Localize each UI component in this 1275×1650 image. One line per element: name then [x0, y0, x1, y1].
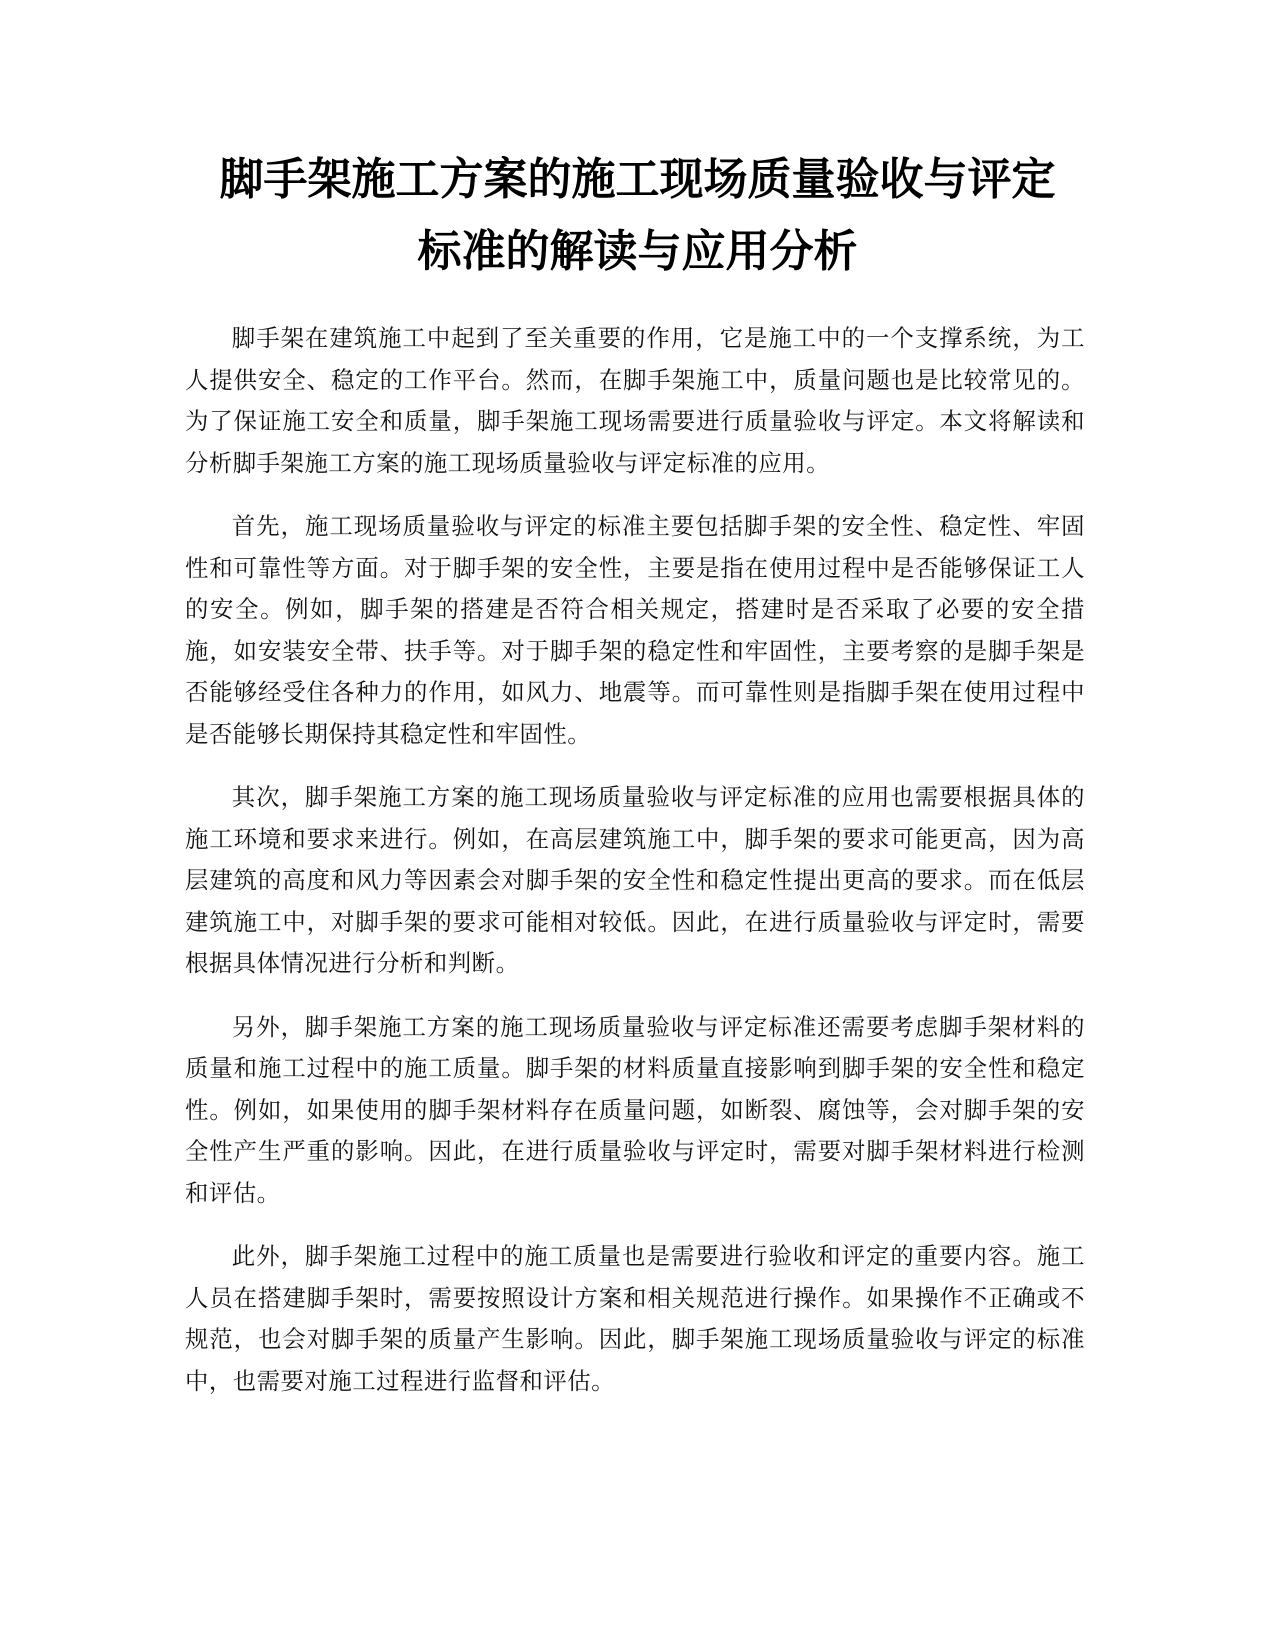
paragraph-3: 其次，脚手架施工方案的施工现场质量验收与评定标准的应用也需要根据具体的施工环境和要求来进行。例如，在高层建筑施工中，脚手架的要求可能更高，因为高层建筑的高度和风力等因素会对脚手架的安全性和稳定性提出更高的要求。而在低层建筑施工中，对脚手架的要求可能相对较低。因此，在进行质量验收与评定时，需要根据具体情况进行分析和判断。: [185, 783, 1085, 977]
paragraph-2: 首先，施工现场质量验收与评定的标准主要包括脚手架的安全性、稳定性、牢固性和可靠性等方面。对于脚手架的安全性，主要是指在使用过程中是否能够保证工人的安全。例如，脚手架的搭建是否符合相关规定，搭建时是否采取了必要的安全措施，如安装安全带、扶手等。对于脚手架的稳定性和牢固性，主要考察的是脚手架是否能够经受住各种力的作用，如风力、地震等。而可靠性则是指脚手架在使用过程中是否能够长期保持其稳定性和牢固性。: [185, 512, 1085, 748]
paragraph-5: 此外，脚手架施工过程中的施工质量也是需要进行验收和评定的重要内容。施工人员在搭建脚手架时，需要按照设计方案和相关规范进行操作。如果操作不正确或不规范，也会对脚手架的质量产生影响。因此，脚手架施工现场质量验收与评定的标准中，也需要对施工过程进行监督和评估。: [185, 1242, 1085, 1395]
paragraph-1: 脚手架在建筑施工中起到了至关重要的作用，它是施工中的一个支撑系统，为工人提供安全、稳定的工作平台。然而，在脚手架施工中，质量问题也是比较常见的。为了保证施工安全和质量，脚手架施工现场需要进行质量验收与评定。本文将解读和分析脚手架施工方案的施工现场质量验收与评定标准的应用。: [185, 324, 1085, 477]
paragraph-4: 另外，脚手架施工方案的施工现场质量验收与评定标准还需要考虑脚手架材料的质量和施工过程中的施工质量。脚手架的材料质量直接影响到脚手架的安全性和稳定性。例如，如果使用的脚手架材料存在质量问题，如断裂、腐蚀等，会对脚手架的安全性产生严重的影响。因此，在进行质量验收与评定时，需要对脚手架材料进行检测和评估。: [185, 1012, 1085, 1207]
title-line-2: 标准的解读与应用分析: [417, 226, 858, 277]
title-line-1: 脚手架施工方案的施工现场质量验收与评定: [219, 154, 1056, 205]
document-title: [150, 144, 1125, 288]
document-body: [185, 318, 1085, 1424]
